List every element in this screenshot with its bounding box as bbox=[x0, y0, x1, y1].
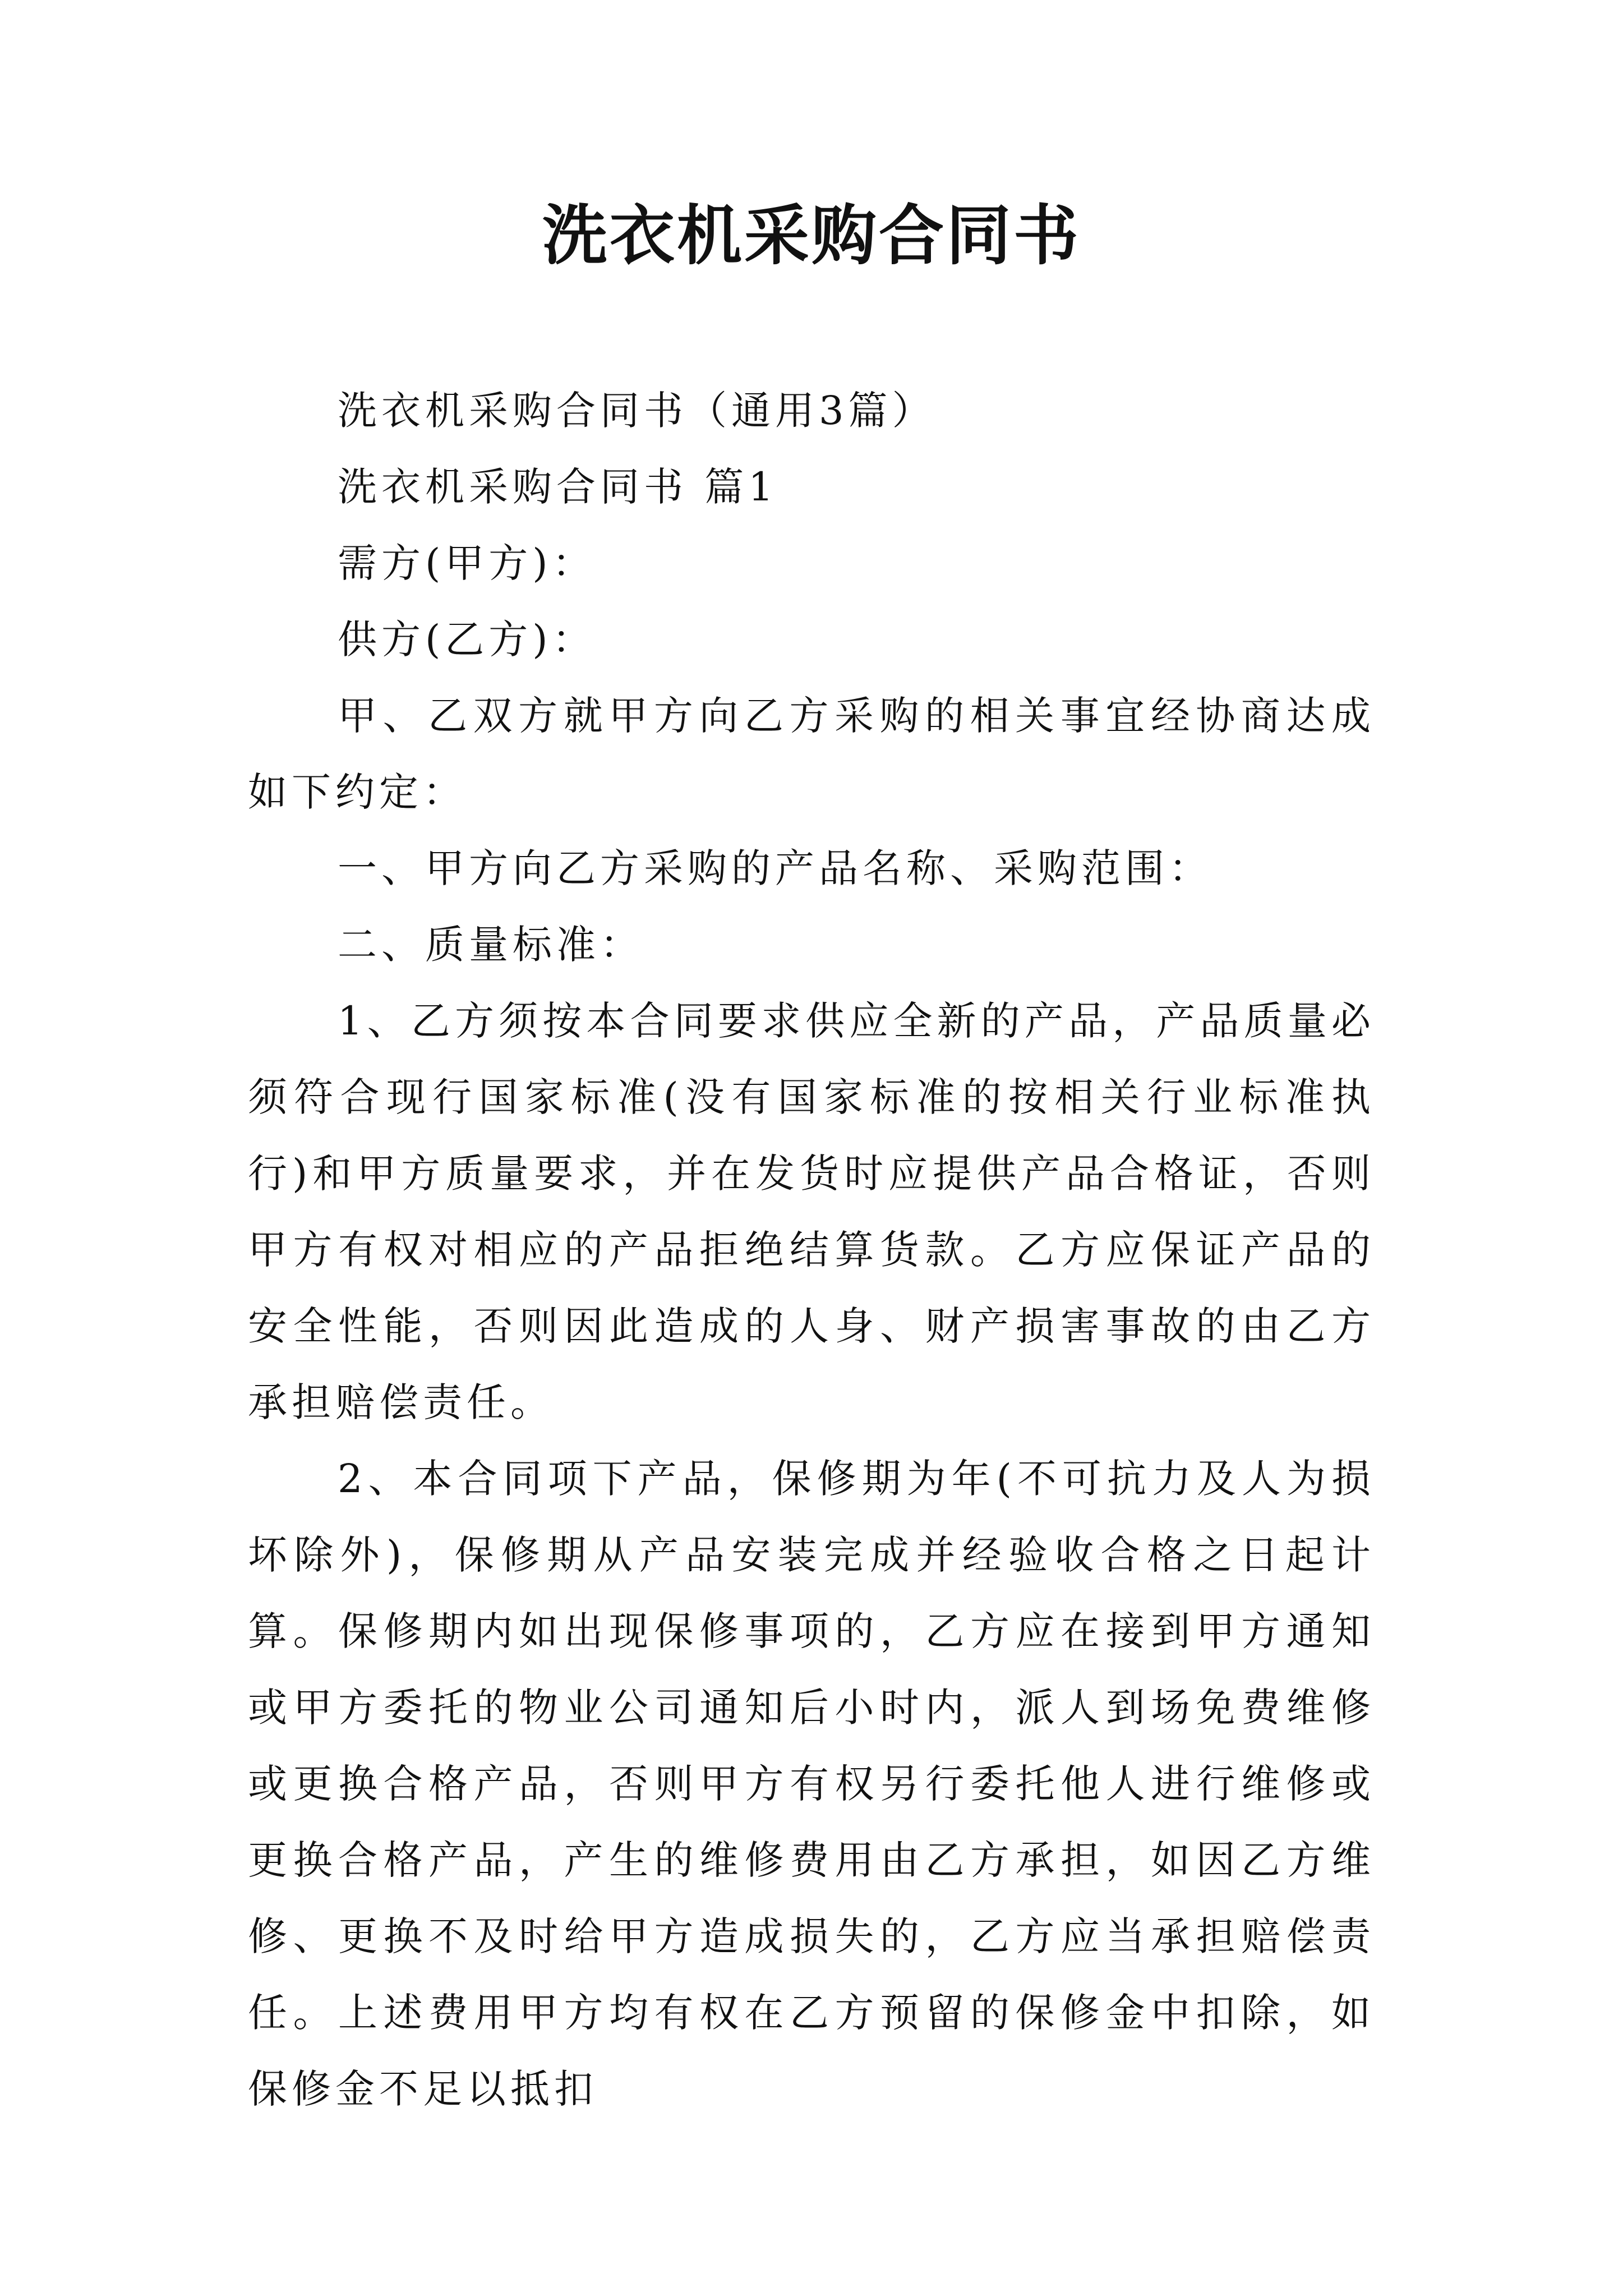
party-a-line: 需方(甲方)： bbox=[338, 540, 596, 586]
party-b-line: 供方(乙方)： bbox=[338, 616, 596, 662]
document-title: 洗衣机采购合同书 bbox=[542, 197, 1081, 274]
doc-subtitle: 洗衣机采购合同书（通用3篇） bbox=[338, 388, 936, 434]
section-heading: 洗衣机采购合同书 篇1 bbox=[338, 464, 778, 510]
document-body bbox=[248, 372, 1375, 2127]
clause-heading: 二、质量标准： bbox=[338, 922, 644, 968]
clause-paragraph: 1、乙方须按本合同要求供应全新的产品，产品质量必须符合现行国家标准(没有国家标准的按相关行业标准执行)和甲方质量要求，并在发货时应提供产品合格证，否则甲方有权对相应的产品拒绝结算货款。乙方应保证产品的安全性能，否则因此造成的人身、财产损害事故的由乙方承担赔偿责任。 bbox=[248, 998, 1375, 1425]
clause-heading: 一、甲方向乙方采购的产品名称、采购范围： bbox=[338, 845, 1212, 891]
clause-paragraph: 2、本合同项下产品，保修期为年(不可抗力及人为损坏除外)，保修期从产品安装完成并经验收合格之日起计算。保修期内如出现保修事项的，乙方应在接到甲方通知或甲方委托的物业公司通知后小时内，派人到场免费维修或更换合格产品，否则甲方有权另行委托他人进行维修或更换合格产品，产生的维修费用由乙方承担，如因乙方维修、更换不及时给甲方造成损失的，乙方应当承担赔偿责任。上述费用甲方均有权在乙方预留的保修金中扣除，如保修金不足以抵扣 bbox=[248, 1456, 1375, 2112]
paragraph: 甲、乙双方就甲方向乙方采购的相关事宜经协商达成如下约定： bbox=[248, 693, 1375, 815]
